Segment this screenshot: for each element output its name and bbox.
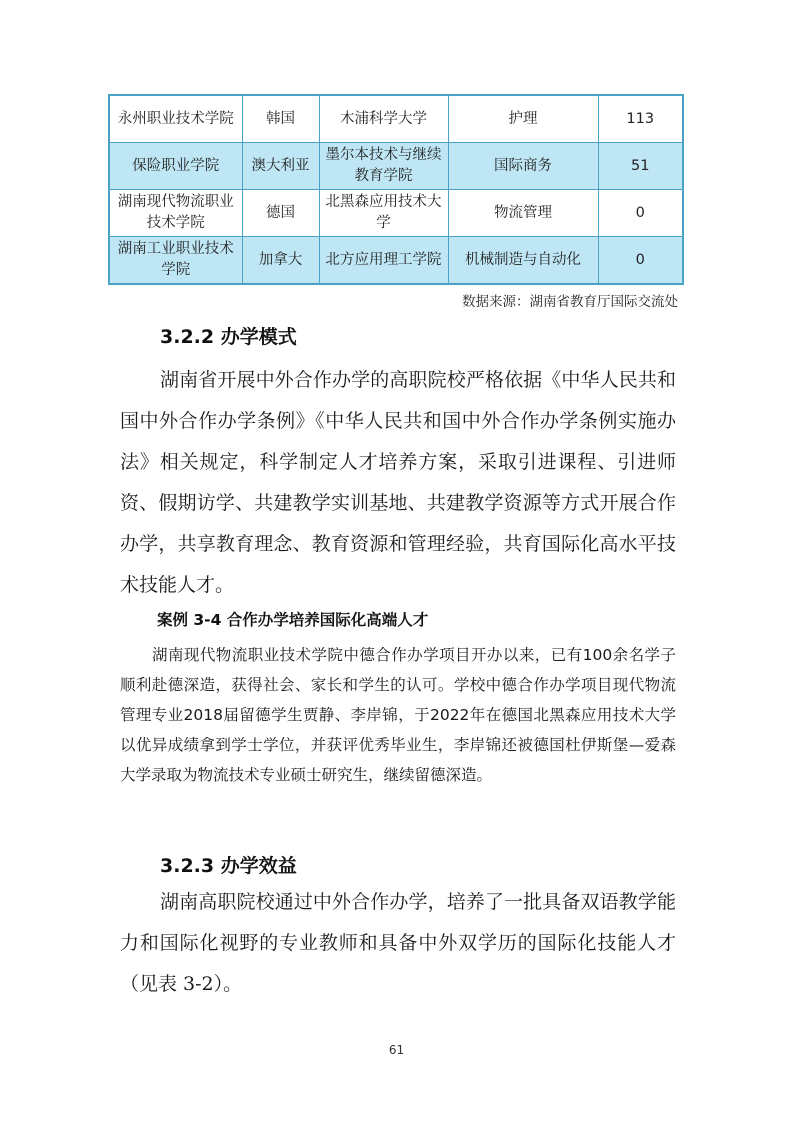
major-cell: 护理: [448, 95, 598, 143]
institution-cell: 保险职业学院: [109, 143, 242, 190]
institution-cell: 湖南现代物流职业技术学院: [109, 190, 242, 237]
count-cell: 0: [598, 237, 683, 285]
country-cell: 加拿大: [242, 237, 319, 285]
page-number: 61: [388, 1043, 405, 1057]
major-cell: 机械制造与自动化: [448, 237, 598, 285]
case-title: 案例 3-4 合作办学培养国际化高端人才: [157, 611, 429, 629]
table-row: [109, 95, 683, 143]
case-body: 湖南现代物流职业技术学院中德合作办学项目开办以来，已有100余名学子顺利赴德深造，获得社会、家长和学生的认可。学校中德合作办学项目现代物流管理专业2018届留德学生贾静、李岸锦，于2022年在德国北黑森应用技术大学以优异成绩拿到学士学位，并获评优秀毕业生，李岸锦还被德国杜伊斯堡—爱森大学录取为物流技术专业硕士研究生，继续留德深造。: [120, 646, 676, 784]
data-source-note: 数据来源：湖南省教育厅国际交流处: [462, 294, 678, 310]
partner-cell: 墨尔本技术与继续教育学院: [319, 143, 448, 190]
count-cell: 113: [598, 95, 683, 143]
table-row: [109, 143, 683, 190]
institution-cell: 永州职业技术学院: [109, 95, 242, 143]
table-row: [109, 237, 683, 285]
section-paragraph-3-2-2: 湖南省开展中外合作办学的高职院校严格依据《中华人民共和国中外合作办学条例》《中华人民共和国中外合作办学条例实施办法》相关规定，科学制定人才培养方案，采取引进课程、引进师资、假期访学、共建教学实训基地、共建教学资源等方式开展合作办学，共享教育理念、教育资源和管理经验，共育国际化高水平技术技能人才。: [120, 369, 676, 596]
cooperation-table: [108, 94, 684, 285]
institution-cell: 湖南工业职业技术学院: [109, 237, 242, 285]
partner-cell: 北黑森应用技术大学: [319, 190, 448, 237]
major-cell: 国际商务: [448, 143, 598, 190]
country-cell: 韩国: [242, 95, 319, 143]
partner-cell: 木浦科学大学: [319, 95, 448, 143]
country-cell: 德国: [242, 190, 319, 237]
partner-cell: 北方应用理工学院: [319, 237, 448, 285]
section-heading-3-2-3: 3.2.3 办学效益: [160, 855, 297, 877]
major-cell: 物流管理: [448, 190, 598, 237]
table-row: [109, 190, 683, 237]
count-cell: 51: [598, 143, 683, 190]
section-paragraph-3-2-3: 湖南高职院校通过中外合作办学，培养了一批具备双语教学能力和国际化视野的专业教师和具备中外双学历的国际化技能人才（见表 3-2）。: [120, 891, 676, 995]
count-cell: 0: [598, 190, 683, 237]
country-cell: 澳大利亚: [242, 143, 319, 190]
section-heading-3-2-2: 3.2.2 办学模式: [160, 326, 297, 348]
